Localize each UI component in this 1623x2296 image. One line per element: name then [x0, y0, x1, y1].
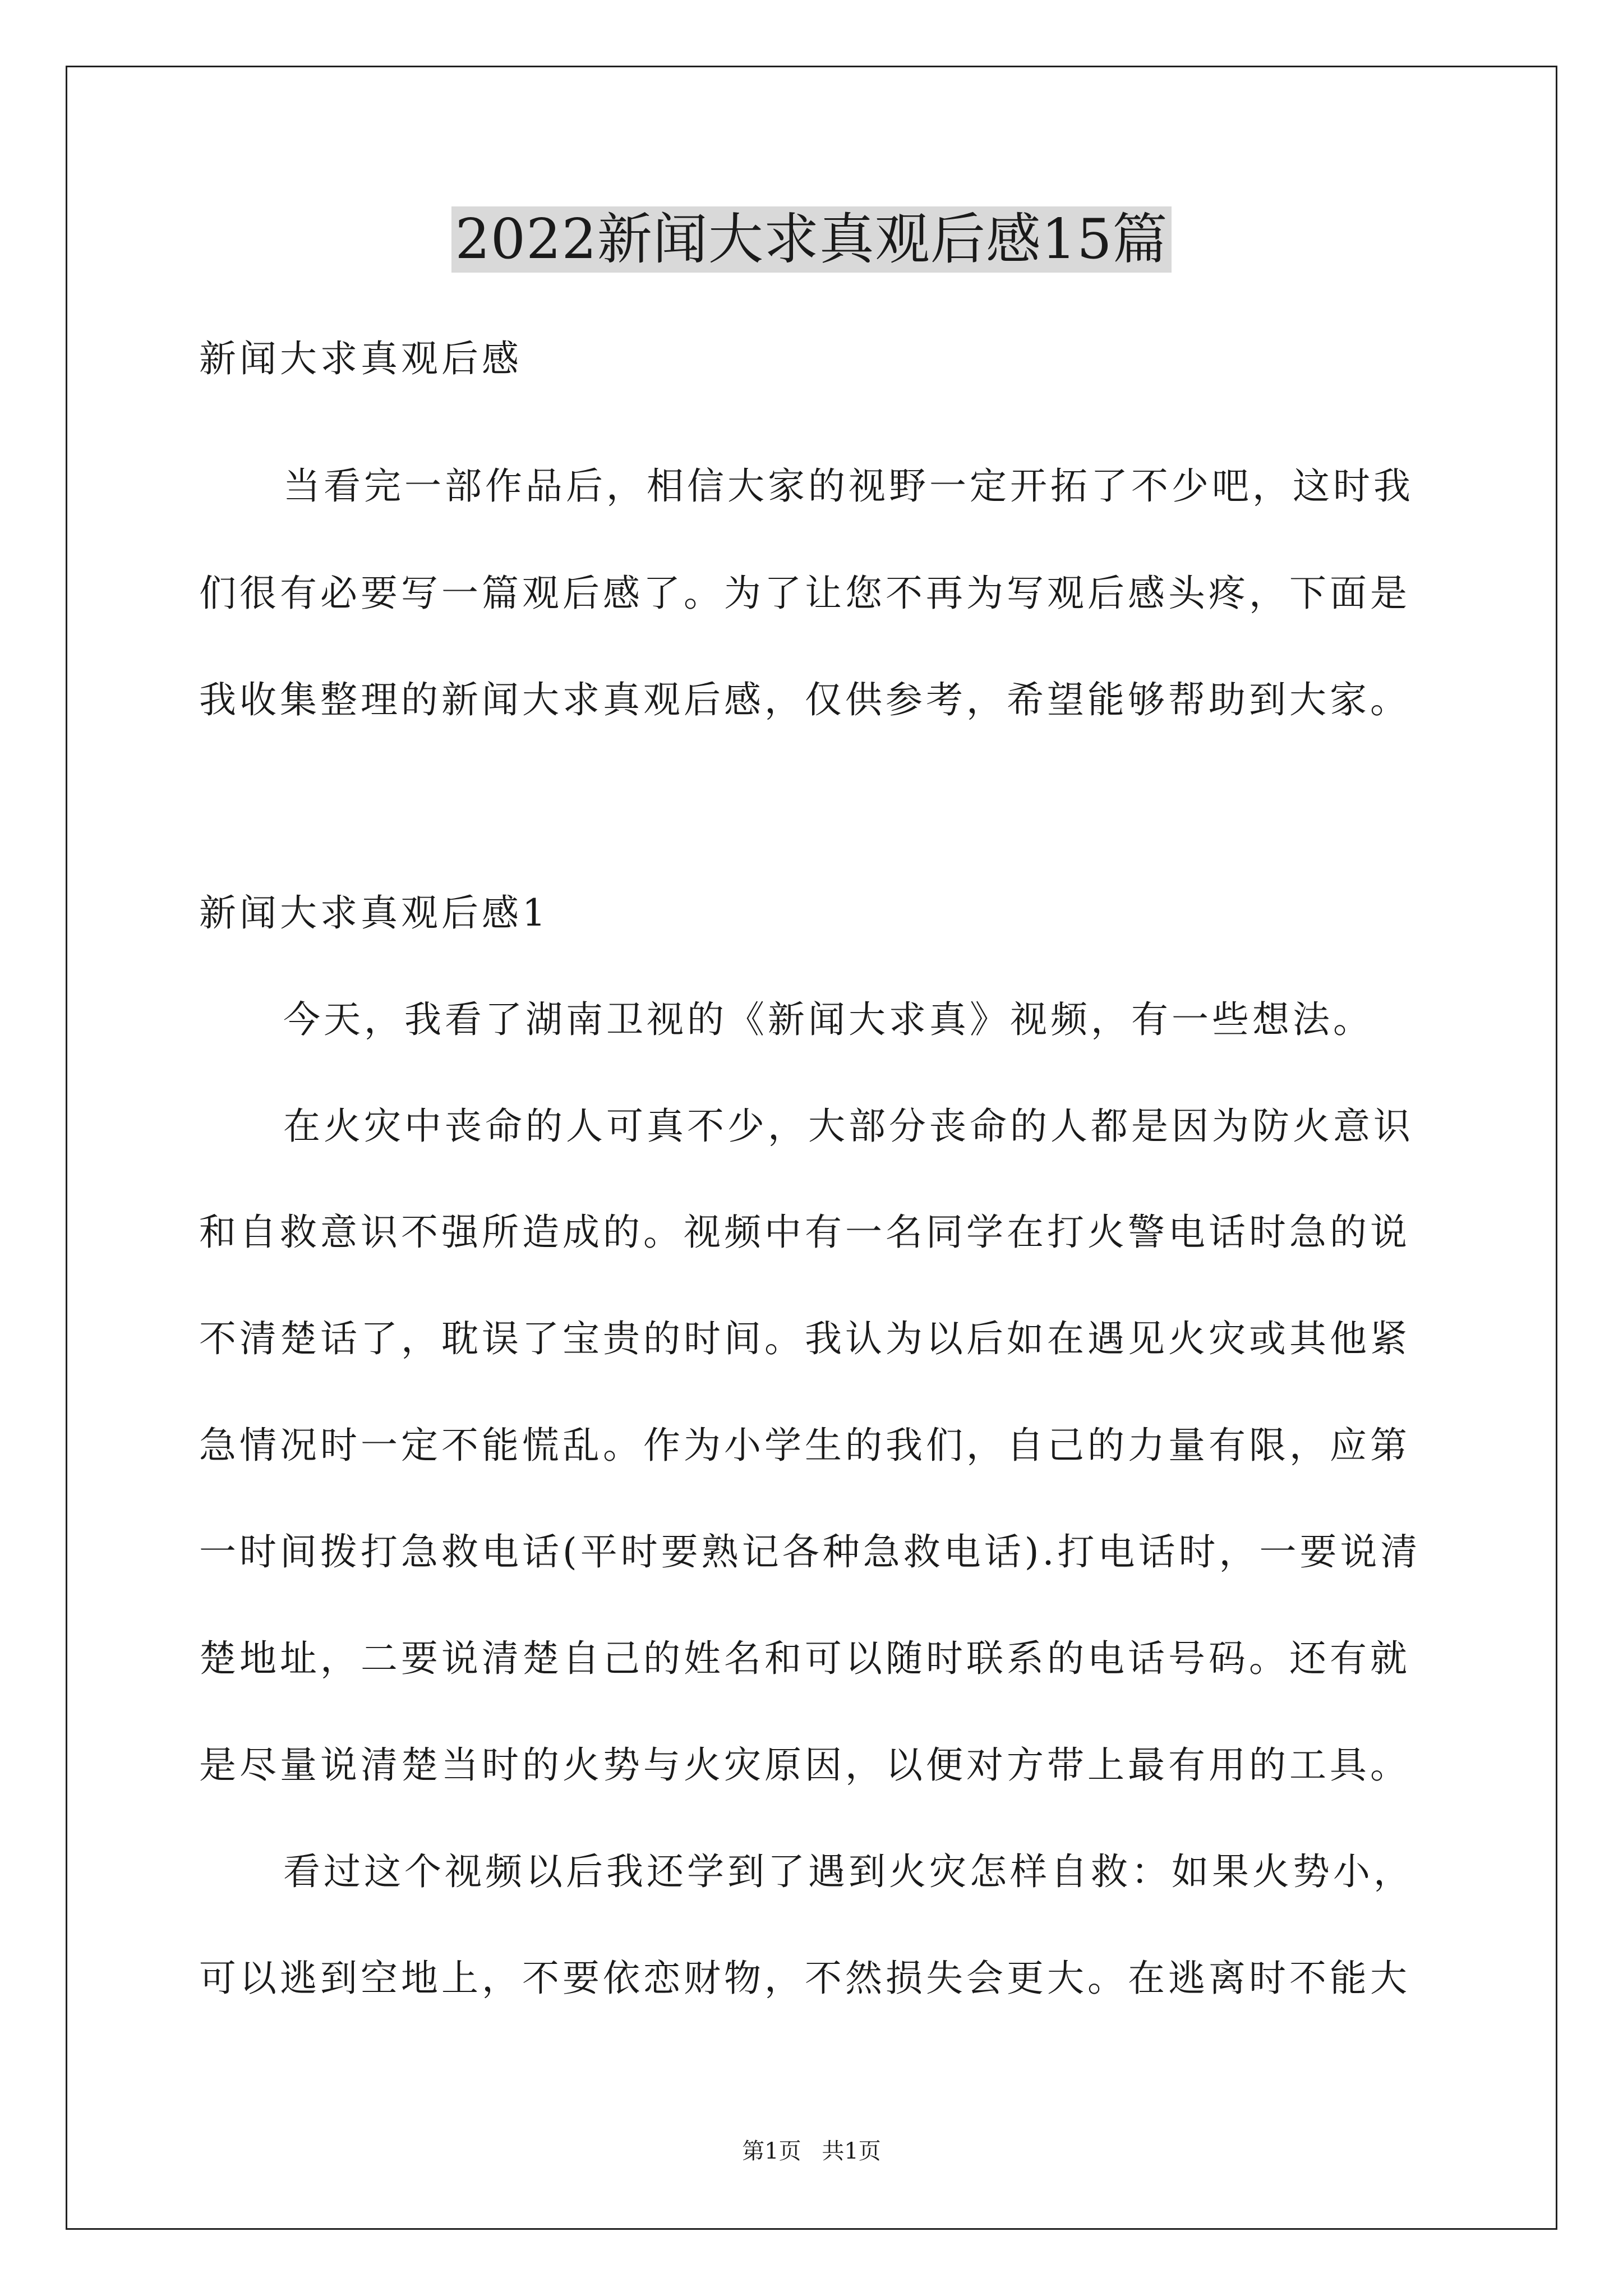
page-footer: [0, 2134, 1623, 2168]
paragraph-line: 急情况时一定不能慌乱。作为小学生的我们，自己的力量有限，应第: [199, 1424, 1410, 1467]
paragraph-line: 看过这个视频以后我还学到了遇到火灾怎样自救：如果火势小，: [283, 1850, 1414, 1893]
paragraph-line: 们很有必要写一篇观后感了。为了让您不再为写观后感头疼，下面是: [199, 572, 1410, 615]
page-number: 第1页: [742, 2138, 801, 2164]
paragraph-line: 今天，我看了湖南卫视的《新闻大求真》视频，有一些想法。: [283, 998, 1373, 1041]
paragraph-line: 是尽量说清楚当时的火势与火灾原因，以便对方带上最有用的工具。: [199, 1743, 1410, 1787]
paragraph-line: 楚地址，二要说清楚自己的姓名和可以随时联系的电话号码。还有就: [199, 1637, 1410, 1680]
paragraph-line: 可以逃到空地上，不要依恋财物，不然损失会更大。在逃离时不能大: [199, 1957, 1410, 2000]
paragraph-line: 在火灾中丧命的人可真不少，大部分丧命的人都是因为防火意识: [283, 1105, 1414, 1148]
paragraph-line: 当看完一部作品后，相信大家的视野一定开拓了不少吧，这时我: [283, 464, 1414, 508]
paragraph-line: 和自救意识不强所造成的。视频中有一名同学在打火警电话时急的说: [199, 1211, 1410, 1254]
document-title-text: 2022新闻大求真观后感15篇: [451, 206, 1171, 273]
paragraph-line: 一时间拨打急救电话(平时要熟记各种急救电话).打电话时，一要说清: [199, 1530, 1421, 1573]
paragraph-line: 我收集整理的新闻大求真观后感，仅供参考，希望能够帮助到大家。: [199, 678, 1410, 721]
document-title: [0, 203, 1623, 276]
page-total: 共1页: [822, 2138, 881, 2164]
section-heading: 新闻大求真观后感1: [199, 891, 549, 935]
section-heading: 新闻大求真观后感: [199, 337, 522, 380]
paragraph-line: 不清楚话了，耽误了宝贵的时间。我认为以后如在遇见火灾或其他紧: [199, 1317, 1410, 1360]
